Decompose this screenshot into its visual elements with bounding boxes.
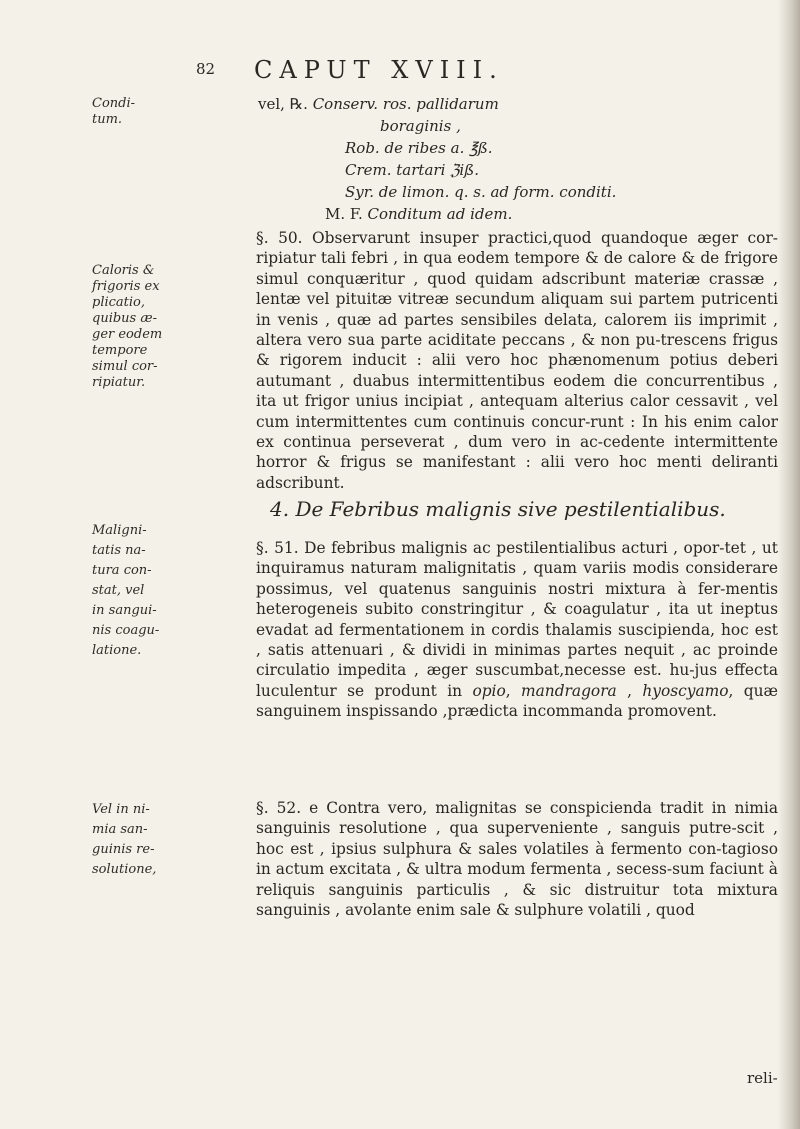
recipe-line-3: Rob. de ribes a. ℥ß. <box>345 139 493 157</box>
paragraph-52 <box>256 798 778 920</box>
paragraph-51 <box>256 538 778 722</box>
paragraph-52-text: §. 52. e Contra vero, malignitas se conspicienda tradit in nimia sanguinis resolutione , qua superveniente , sanguis putre-scit , hoc est , ipsius sulphura & sales volatiles à fermento con-tagioso in actum excitata , & ultra modum fermenta , secess-sum faciunt à reliquis sanguinis particulis , & sic distruitur tota mixtura sanguinis , avolante enim sale & sulphure volatili , quod <box>256 799 778 920</box>
recipe-line-6: M. F. Conditum ad idem. <box>325 205 513 223</box>
margin-note-vel-in: Vel in ni- mia san- guinis re- solutione, <box>92 802 157 877</box>
page-edge-shadow <box>778 0 800 1129</box>
paragraph-51-text: §. 51. De febribus malignis ac pestilentialibus acturi , opor-tet , ut inquiramus naturam malignitatis , quam variis modis considerare possimus, vel quatenus sanguinis nostri mixtura à fer-mentis heterogeneis subito constringitur , & coagulatur , ita ut ineptus evadat ad fermentationem in cordis thalamis suscipienda, hoc est , satis attenuari , & dividi in minimas partes nequit , ac proinde circulatio impedita , æger suscumbat,necesse est. hu-jus effecta luculentur se produnt in opio, mandragora , hyoscyamo, quæ sanguinem inspissando ,prædicta incommanda promovent. <box>256 539 778 721</box>
margin-note-condi: Condi- tum. <box>92 96 136 127</box>
paragraph-50 <box>256 228 778 493</box>
catchword: reli- <box>747 1069 778 1087</box>
section-title: 4. De Febribus malignis sive pestilentialibus. <box>270 497 726 521</box>
recipe-line-1: vel, ℞. Conserv. ros. pallidarum <box>258 95 499 113</box>
page-header <box>0 56 800 86</box>
margin-note-caloris: Caloris & frigoris ex plicatio, quibus æ- ger eodem tempore simul cor- ripiatur. <box>92 263 163 390</box>
running-head: CAPUT XVIII. <box>254 56 504 84</box>
recipe-line-2: boraginis , <box>380 117 461 135</box>
margin-note-maligni: Maligni- tatis na- tura con- stat, vel in sangui- nis coagu- latione. <box>92 523 160 658</box>
paragraph-50-text: §. 50. Observarunt insuper practici,quod quandoque æger cor-ripiatur tali febri , in qua eodem tempore & de calore & de frigore simul conquæritur , quod quidam adscribunt materiæ crassæ , lentæ vel pituitæ vitreæ secundum aliquam sui partem putricenti in venis , quæ ad partes sensibiles delata, calorem iis imprimit , altera vero sua parte aciditate peccans , & non pu-trescens frigus & rigorem inducit : alii vero hoc phænomenum potius deberi autumant , duabus intermittentibus eodem die concurrentibus , ita ut frigor unius incipiat , antequam alterius calor cessavit , vel cum intermittentes cum continuis concur-runt : In his enim calor ex continua perseverat , dum vero in ac-cedente intermittente horror & frigus se manifestant : alii vero hoc menti deliranti adscribunt. <box>256 229 778 492</box>
recipe-line-4: Crem. tartari ℨiß. <box>345 161 479 179</box>
page-number: 82 <box>196 60 216 78</box>
recipe-line-5: Syr. de limon. q. s. ad form. conditi. <box>345 183 617 201</box>
